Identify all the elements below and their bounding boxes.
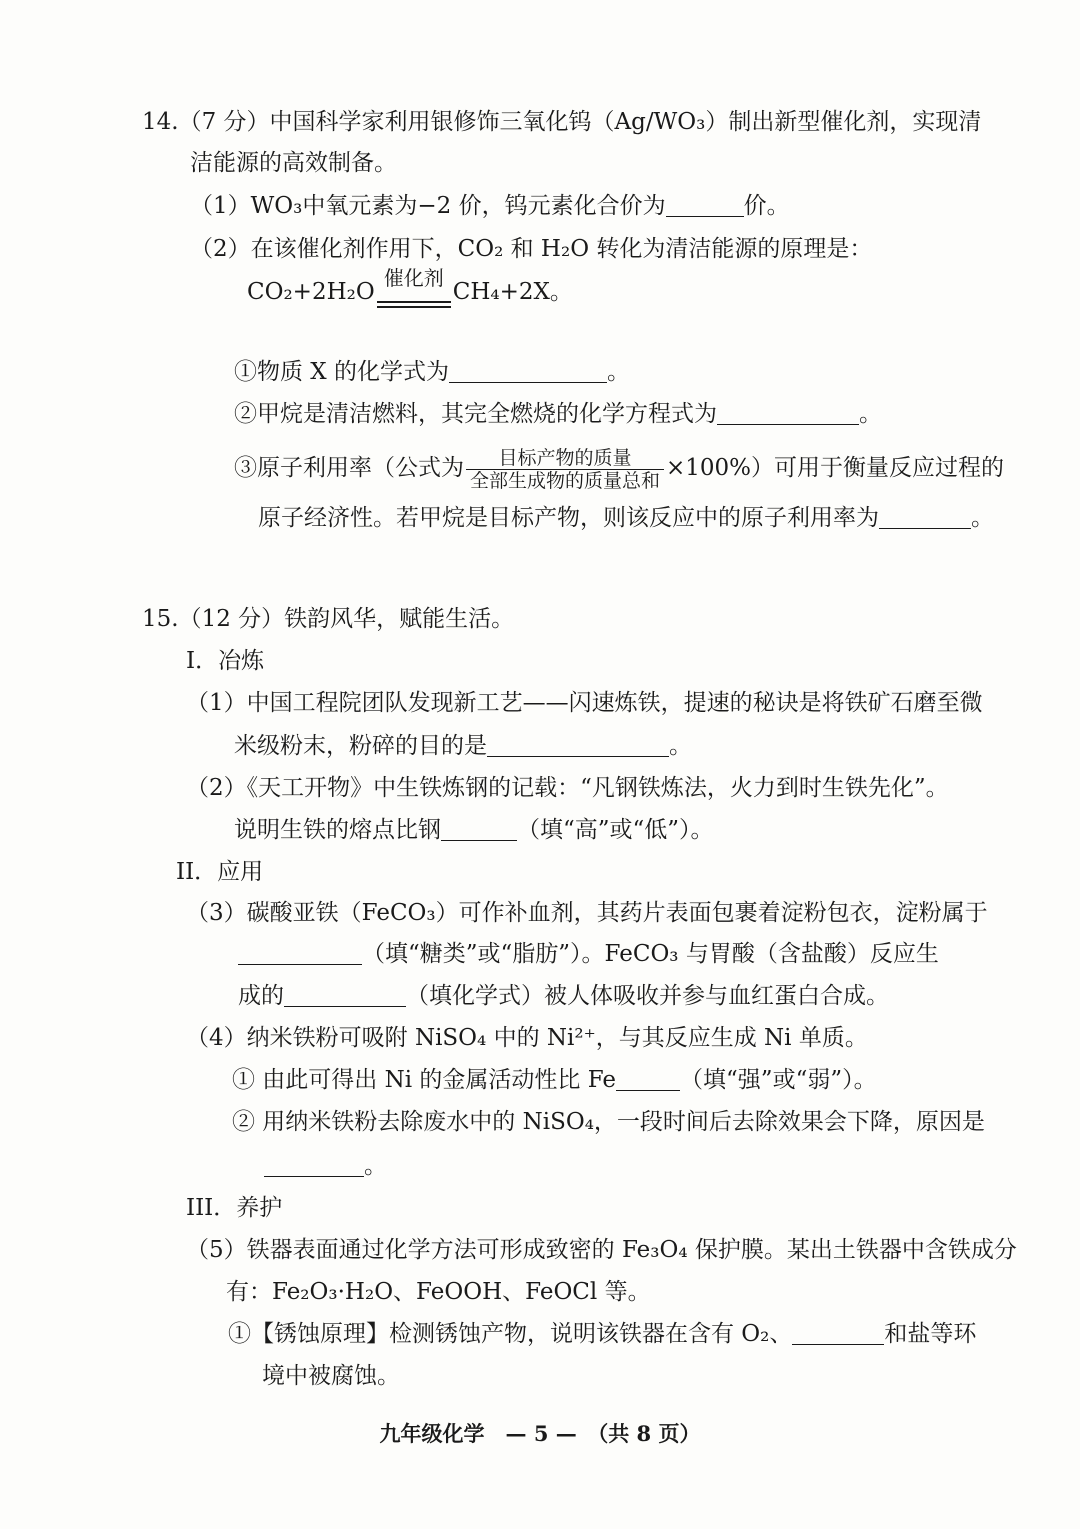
q15-section-3: III．养护	[186, 1195, 283, 1221]
answer-blank[interactable]	[666, 192, 744, 217]
answer-blank[interactable]	[487, 732, 669, 757]
q14-part1: （1）WO₃中氧元素为−2 价，钨元素化合价为 价。	[190, 193, 790, 219]
q15-part1-line2: 米级粉末，粉碎的目的是 。	[234, 733, 692, 759]
q14-sub3: ③原子利用率（公式为 $\frac{\text{目标产物的质量}}{\text{全部生成物的质量总和}}$ ×100%）可用于衡量反应过程的	[234, 446, 1005, 492]
q14-part2: （2）在该催化剂作用下，CO₂ 和 H₂O 转化为清洁能源的原理是：	[190, 236, 873, 262]
q15-part5-sub1-cont: 境中被腐蚀。	[262, 1363, 400, 1389]
answer-blank[interactable]	[441, 816, 517, 841]
q15-part4-sub2: ② 用纳米铁粉去除废水中的 NiSO₄，一段时间后去除效果会下降，原因是	[232, 1109, 985, 1135]
reaction-condition: 催化剂	[375, 276, 453, 308]
q15-part5-line2: 有：Fe₂O₃·H₂O、FeOOH、FeOCl 等。	[226, 1279, 651, 1305]
answer-blank[interactable]	[879, 504, 971, 529]
answer-blank[interactable]	[717, 400, 859, 425]
answer-blank[interactable]	[449, 358, 607, 383]
q15-part2-line1: （2）《天工开物》中生铁炼钢的记载：“凡钢铁炼法，火力到时生铁先化”。	[186, 775, 949, 801]
q15-section-1: I．冶炼	[186, 648, 265, 674]
chemical-equation: CO₂+2H₂O 催化剂 CH₄+2X。	[247, 276, 573, 308]
q15-section-2: II．应用	[176, 859, 264, 885]
q14-sub3-cont: 原子经济性。若甲烷是目标产物，则该反应中的原子利用率为 。	[258, 505, 994, 531]
q15-part4-sub1: ① 由此可得出 Ni 的金属活动性比 Fe （填“强”或“弱”）。	[232, 1067, 877, 1093]
answer-blank[interactable]	[284, 982, 406, 1007]
page-footer: 九年级化学 — 5 — （共 8 页）	[379, 1421, 701, 1446]
q15-part1-line1: （1）中国工程院团队发现新工艺——闪速炼铁，提速的秘诀是将铁矿石磨至微	[186, 690, 983, 716]
answer-blank[interactable]	[264, 1152, 364, 1177]
answer-blank[interactable]	[238, 940, 362, 965]
q15-part4-sub2-cont: 。	[264, 1150, 387, 1182]
q15-part3-line1: （3）碳酸亚铁（FeCO₃）可作补血剂，其药片表面包裹着淀粉包衣，淀粉属于	[186, 900, 988, 926]
q14-stem-line1: 14.（7 分）中国科学家利用银修饰三氧化钨（Ag/WO₃）制出新型催化剂，实现清	[142, 109, 982, 135]
q14-sub2: ②甲烷是清洁燃料，其完全燃烧的化学方程式为 。	[234, 401, 882, 427]
q15-part3-line2: （填“糖类”或“脂肪”）。FeCO₃ 与胃酸（含盐酸）反应生	[238, 938, 939, 970]
q15-part5-sub1: ①【锈蚀原理】检测锈蚀产物，说明该铁器在含有 O₂、 和盐等环	[228, 1321, 977, 1347]
answer-blank[interactable]	[616, 1066, 680, 1091]
q15-stem: 15.（12 分）铁韵风华，赋能生活。	[142, 606, 515, 632]
formula-fraction: $\frac{\text{目标产物的质量}}{\text{全部生成物的质量总和}}$	[466, 447, 664, 492]
q15-part4: （4）纳米铁粉可吸附 NiSO₄ 中的 Ni²⁺，与其反应生成 Ni 单质。	[186, 1025, 868, 1051]
q14-stem-line2: 洁能源的高效制备。	[190, 150, 397, 176]
q14-sub1: ①物质 X 的化学式为 。	[234, 359, 630, 385]
q15-part3-line3: 成的 （填化学式）被人体吸收并参与血红蛋白合成。	[238, 983, 889, 1009]
q15-part2-line2: 说明生铁的熔点比钢 （填“高”或“低”）。	[234, 817, 714, 843]
q15-part5-line1: （5）铁器表面通过化学方法可形成致密的 Fe₃O₄ 保护膜。某出土铁器中含铁成分	[186, 1237, 1017, 1263]
answer-blank[interactable]	[792, 1320, 884, 1345]
